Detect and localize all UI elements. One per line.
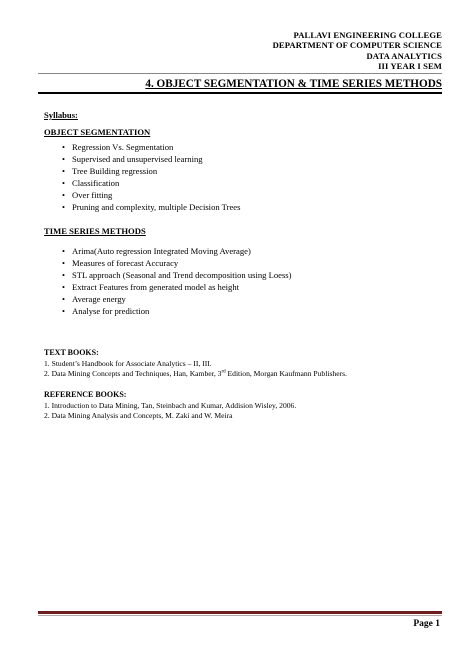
list-item: • Pruning and complexity, multiple Decision Trees bbox=[62, 202, 241, 213]
object-segmentation-list bbox=[62, 141, 240, 214]
list-item: • Measures of forecast Accuracy bbox=[62, 258, 179, 269]
bullet-icon: • bbox=[62, 154, 66, 165]
bullet-icon: • bbox=[62, 190, 66, 201]
bullet-icon: • bbox=[62, 294, 66, 305]
page-number: Page 1 bbox=[413, 619, 440, 629]
bullet-icon: • bbox=[62, 270, 66, 281]
bullet-icon: • bbox=[62, 166, 66, 177]
text-books-list bbox=[44, 359, 347, 379]
bullet-icon: • bbox=[62, 202, 66, 213]
list-item: • STL approach (Seasonal and Trend decomposition using Loess) bbox=[62, 270, 292, 281]
list-item: • Supervised and unsupervised learning bbox=[62, 154, 203, 165]
list-item: • Classification bbox=[62, 178, 120, 189]
time-series-heading: TIME SERIES METHODS bbox=[44, 226, 146, 236]
list-item: • Over fitting bbox=[62, 190, 113, 201]
subject-name: DATA ANALYTICS bbox=[366, 50, 442, 61]
bullet-icon: • bbox=[62, 258, 66, 269]
text-books-heading: TEXT BOOKS: bbox=[44, 348, 99, 357]
list-item: • Average energy bbox=[62, 294, 126, 305]
bullet-icon: • bbox=[62, 306, 66, 317]
syllabus-label: Syllabus: bbox=[44, 110, 78, 120]
chapter-title: 4. OBJECT SEGMENTATION & TIME SERIES METHODS bbox=[145, 78, 442, 90]
bullet-icon: • bbox=[62, 178, 66, 189]
list-item: 1. Student’s Handbook for Associate Analytics – II, III. bbox=[44, 359, 212, 368]
list-item: 2. Data Mining Concepts and Techniques, Han, Kamber, 3rd Edition, Morgan Kaufmann Publishers. bbox=[44, 368, 347, 378]
bullet-icon: • bbox=[62, 246, 66, 256]
reference-books-list bbox=[44, 401, 296, 421]
list-item: 1. Introduction to Data Mining, Tan, Steinbach and Kumar, Addision Wisley, 2006. bbox=[44, 401, 297, 410]
list-item: • Arima(Auto regression Integrated Moving Average) bbox=[62, 246, 251, 256]
list-item: • Extract Features from generated model as height bbox=[62, 282, 240, 293]
header-divider-thin bbox=[38, 73, 442, 74]
list-item: • Tree Building regression bbox=[62, 166, 158, 177]
footer-divider bbox=[38, 611, 442, 614]
document-header bbox=[273, 30, 442, 71]
department-name: DEPARTMENT OF COMPUTER SCIENCE bbox=[272, 40, 442, 51]
bullet-icon: • bbox=[62, 142, 66, 152]
bullet-icon: • bbox=[62, 282, 66, 293]
year-semester: III YEAR I SEM bbox=[378, 60, 442, 71]
list-item: • Analyse for prediction bbox=[62, 306, 150, 317]
time-series-list bbox=[62, 245, 292, 318]
reference-books-heading: REFERENCE BOOKS: bbox=[44, 390, 127, 399]
footer-divider-thin bbox=[38, 615, 442, 616]
header-divider bbox=[38, 92, 442, 94]
list-item: • Regression Vs. Segmentation bbox=[62, 142, 174, 152]
college-name: PALLAVI ENGINEERING COLLEGE bbox=[293, 30, 442, 40]
list-item: 2. Data Mining Analysis and Concepts, M. Zaki and W. Meira bbox=[44, 410, 233, 420]
object-segmentation-heading: OBJECT SEGMENTATION bbox=[44, 127, 151, 137]
